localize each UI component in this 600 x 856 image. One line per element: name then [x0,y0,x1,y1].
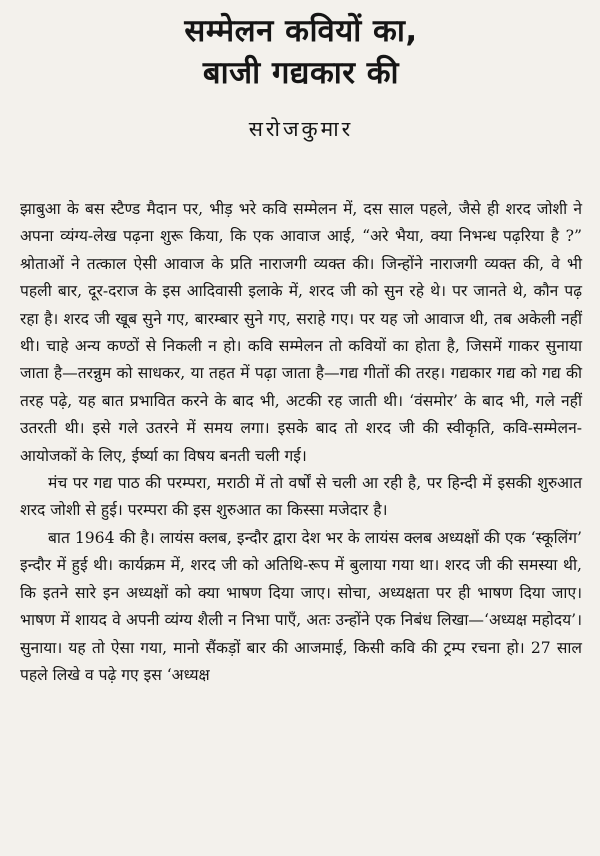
title-line-2: बाजी गद्यकार की [202,55,400,91]
paragraph-3: बात 1964 की है। लायंस क्लब, इन्दौर द्वारा देश भर के लायंस क्लब अध्यक्षों की एक ‘स्कूलिंग’ इन्दौर में हुई थी। कार्यक्रम में, शरद जी को अतिथि-रूप में बुलाया गया था। शरद जी की समस्या थी, कि इतने सारे इन अध्यक्षों को क्या भाषण दिया जाए। सोचा, अध्यक्षता पर ही भाषण दिया जाए। भाषण में शायद वे अपनी व्यंग्य शैली न निभा पाएँ, अतः उन्होंने एक निबंध लिखा—‘अध्यक्ष महोदय’। सुनाया। यह तो ऐसा गया, मानो सैंकड़ों बार की आजमाई, किसी कवि की ट्रम्प रचना हो। 27 साल पहले लिखे व पढ़े गए इस ‘अध्यक्ष [20,528,582,684]
article-body [20,196,582,689]
paragraph-2: मंच पर गद्य पाठ की परम्परा, मराठी में तो वर्षों से चली आ रही है, पर हिन्दी में इसकी शुरुआत शरद जोशी से हुई। परम्परा की इस शुरुआत का किस्सा मजेदार है। [20,474,582,520]
paragraph-1: झाबुआ के बस स्टैण्ड मैदान पर, भीड़ भरे कवि सम्मेलन में, दस साल पहले, जैसे ही शरद जोशी ने अपना व्यंग्य-लेख पढ़ना शुरू किया, कि एक आवाज आई, “अरे भैया, क्या निभन्ध पढ़रिया है ?” श्रोताओं ने तत्काल ऐसी आवाज के प्रति नाराजगी व्यक्त की। जिन्होंने नाराजगी व्यक्त की, वे भी पहली बार, दूर-दराज के इस आदिवासी इलाके में, शरद जी को सुन रहे थे। पर जानते थे, कौन पढ़ रहा है। शरद जी खूब सुने गए, बारम्बार सुने गए, सराहे गए। पर यह जो आवाज थी, तब अकेली नहीं थी। चाहे अन्य कण्ठों से निकली न हो। कवि सम्मेलन तो कवियों का होता है, जिसमें गाकर सुनाया जाता है—तरन्नुम को साधकर, या तहत में पढ़ा जाता है—गद्य गीतों की तरह। गद्यकार गद्य को गद्य की तरह पढ़े, यह बात प्रभावित करने के बाद भी, अटकी रह जाती थी। ‘वंसमोर’ के बाद भी, गले नहीं उतरती थी। इसे गले उतरने में समय लगा। इसके बाद तो शरद जी की स्वीकृति, कवि-सम्मेलन-आयोजकों के लिए, ईर्ष्या का विषय बनती चली गई। [20,200,582,465]
title-line-1: सम्मेलन कवियों का, [184,13,418,49]
author-name: सरोजकुमार [248,117,354,141]
article-title [20,0,582,94]
